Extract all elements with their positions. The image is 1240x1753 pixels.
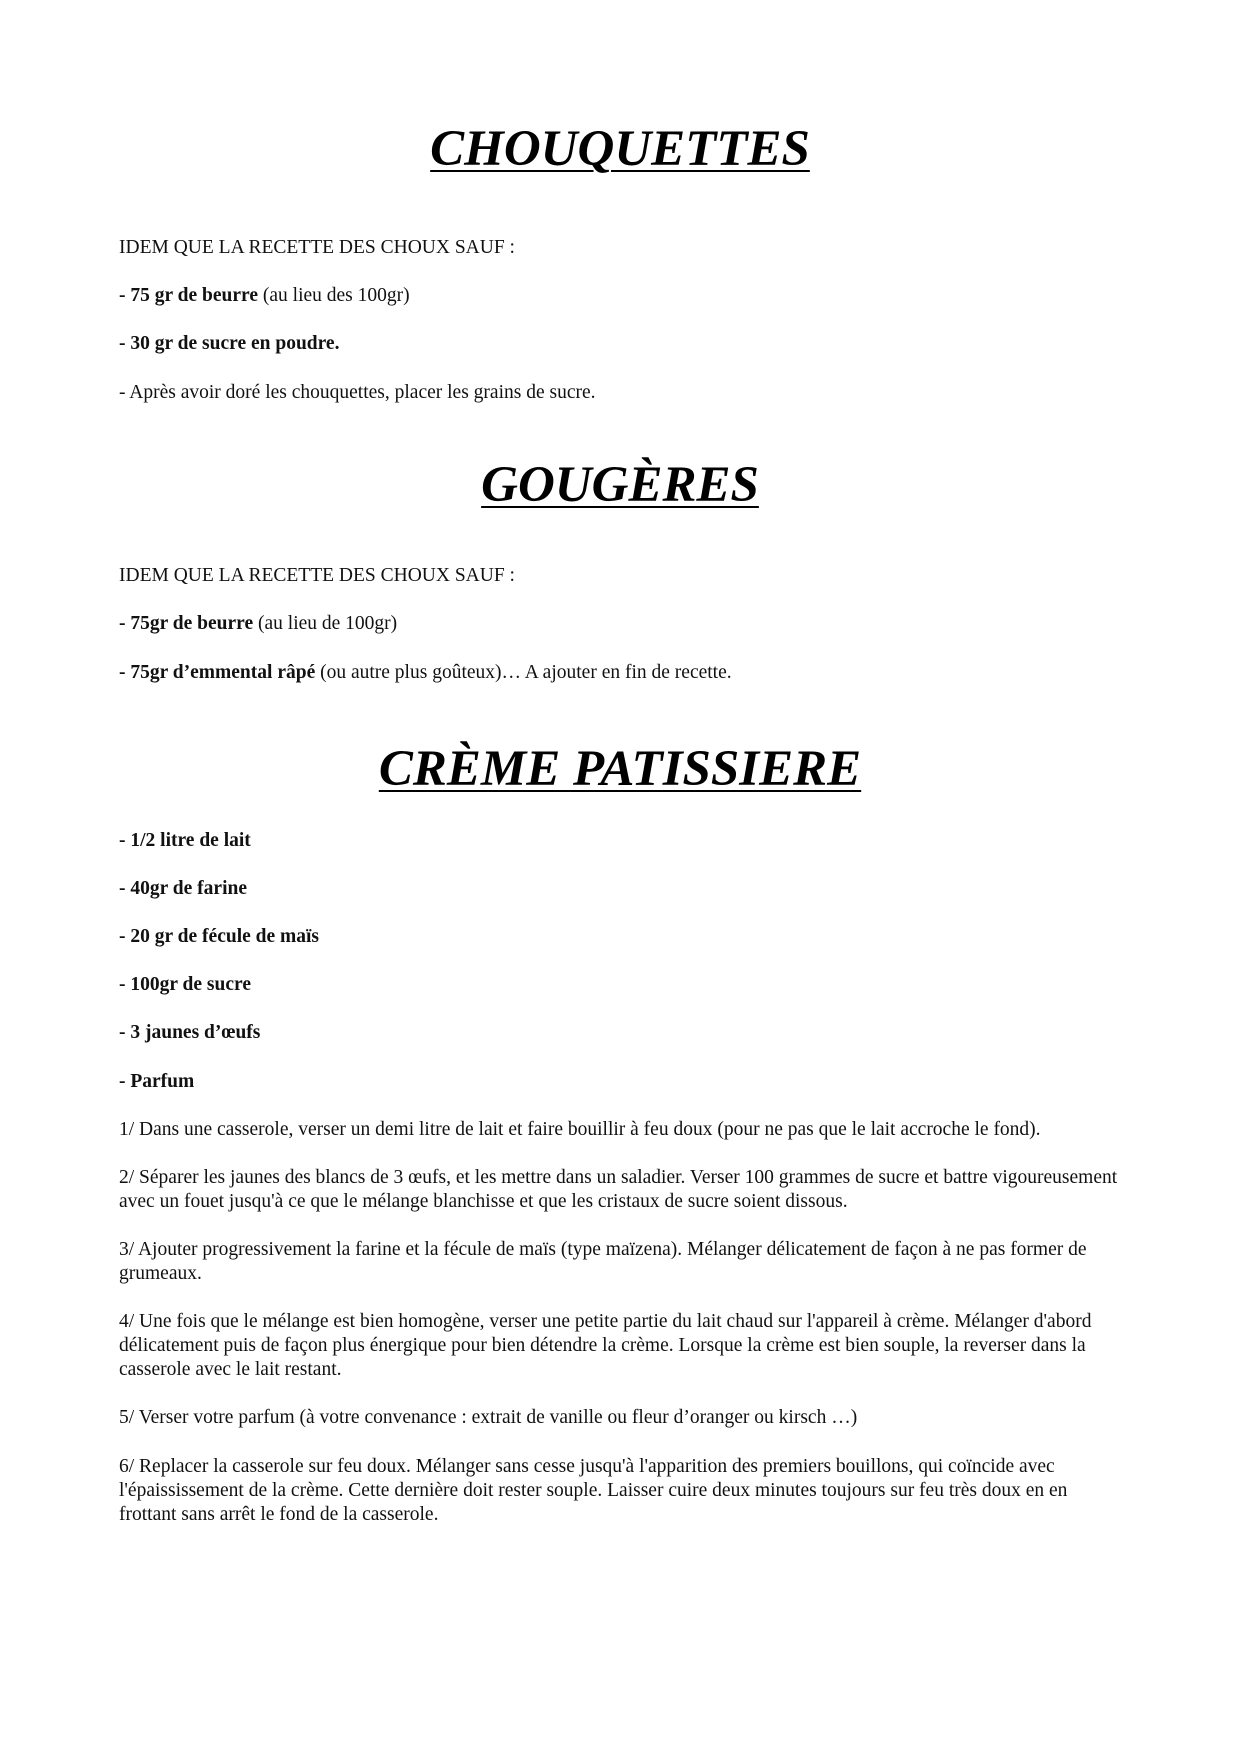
creme-step-1: 1/ Dans une casserole, verser un demi litre de lait et faire bouillir à feu doux (pour ne pas que le lait accroche le fond). [119, 1119, 1041, 1140]
creme-ingredient-flavour: - Parfum [119, 1071, 195, 1092]
gougeres-item-butter [119, 612, 1129, 636]
creme-ingredient-cornstarch: - 20 gr de fécule de maïs [119, 926, 320, 947]
chouquettes-item-butter [119, 284, 1129, 308]
creme-ingredient [119, 925, 1129, 949]
gougeres-item-butter-bold: - 75gr de beurre [119, 613, 254, 634]
creme-step-4: 4/ Une fois que le mélange est bien homogène, verser une petite partie du lait chaud sur l'appareil à crème. Mélanger d'abord délicatement puis de façon plus énergique pour bien détendre la crème. Lorsque la crème est bien souple, la reverser dans la casserole avec le lait restant. [119, 1311, 1092, 1380]
chouquettes-item-butter-bold: - 75 gr de beurre [119, 285, 259, 306]
gougeres-item-cheese [119, 661, 1129, 685]
chouquettes-item-sugar-bold: - 30 gr de sucre en poudre. [119, 333, 340, 354]
gougeres-item-cheese-bold: - 75gr d’emmental râpé [119, 662, 316, 683]
chouquettes-item-sugar [119, 332, 1129, 356]
title-creme-patissiere: CRÈME PATISSIERE [378, 741, 862, 797]
creme-ingredient [119, 877, 1129, 901]
chouquettes-intro: IDEM QUE LA RECETTE DES CHOUX SAUF : [119, 237, 515, 258]
creme-ingredient-flour: - 40gr de farine [119, 878, 247, 899]
creme-ingredient [119, 1021, 1129, 1045]
gougeres-item-butter-note: (au lieu de 100gr) [253, 613, 398, 634]
creme-ingredient-yolks: - 3 jaunes d’œufs [119, 1022, 261, 1043]
creme-ingredient [119, 829, 1129, 853]
chouquettes-item-butter-note: (au lieu des 100gr) [258, 285, 410, 306]
creme-ingredient-sugar: - 100gr de sucre [119, 974, 251, 995]
creme-ingredient [119, 973, 1129, 997]
chouquettes-item-instruction: - Après avoir doré les chouquettes, placer les grains de sucre. [119, 382, 596, 403]
gougeres-item-cheese-note: (ou autre plus goûteux)… A ajouter en fin de recette. [315, 662, 732, 683]
creme-ingredient-milk: - 1/2 litre de lait [119, 830, 251, 851]
gougeres-intro: IDEM QUE LA RECETTE DES CHOUX SAUF : [119, 565, 515, 586]
creme-step-3: 3/ Ajouter progressivement la farine et la fécule de maïs (type maïzena). Mélanger délicatement de façon à ne pas former de grumeaux. [119, 1239, 1087, 1284]
creme-ingredient [119, 1070, 1129, 1094]
title-gougeres: GOUGÈRES [481, 457, 759, 513]
creme-step-2: 2/ Séparer les jaunes des blancs de 3 œufs, et les mettre dans un saladier. Verser 100 grammes de sucre et battre vigoureusement avec un fouet jusqu'à ce que le mélange blanchisse et que les cristaux de sucre soient dissous. [119, 1167, 1118, 1212]
creme-step-6: 6/ Replacer la casserole sur feu doux. Mélanger sans cesse jusqu'à l'apparition des premiers bouillons, qui coïncide avec l'épaississement de la crème. Cette dernière doit rester souple. Laisser cuire deux minutes toujours sur feu très doux en en frottant sans arrêt le fond de la casserole. [119, 1456, 1068, 1525]
title-chouquettes: CHOUQUETTES [430, 121, 810, 177]
creme-step-5: 5/ Verser votre parfum (à votre convenance : extrait de vanille ou fleur d’oranger ou kirsch …) [119, 1407, 858, 1428]
